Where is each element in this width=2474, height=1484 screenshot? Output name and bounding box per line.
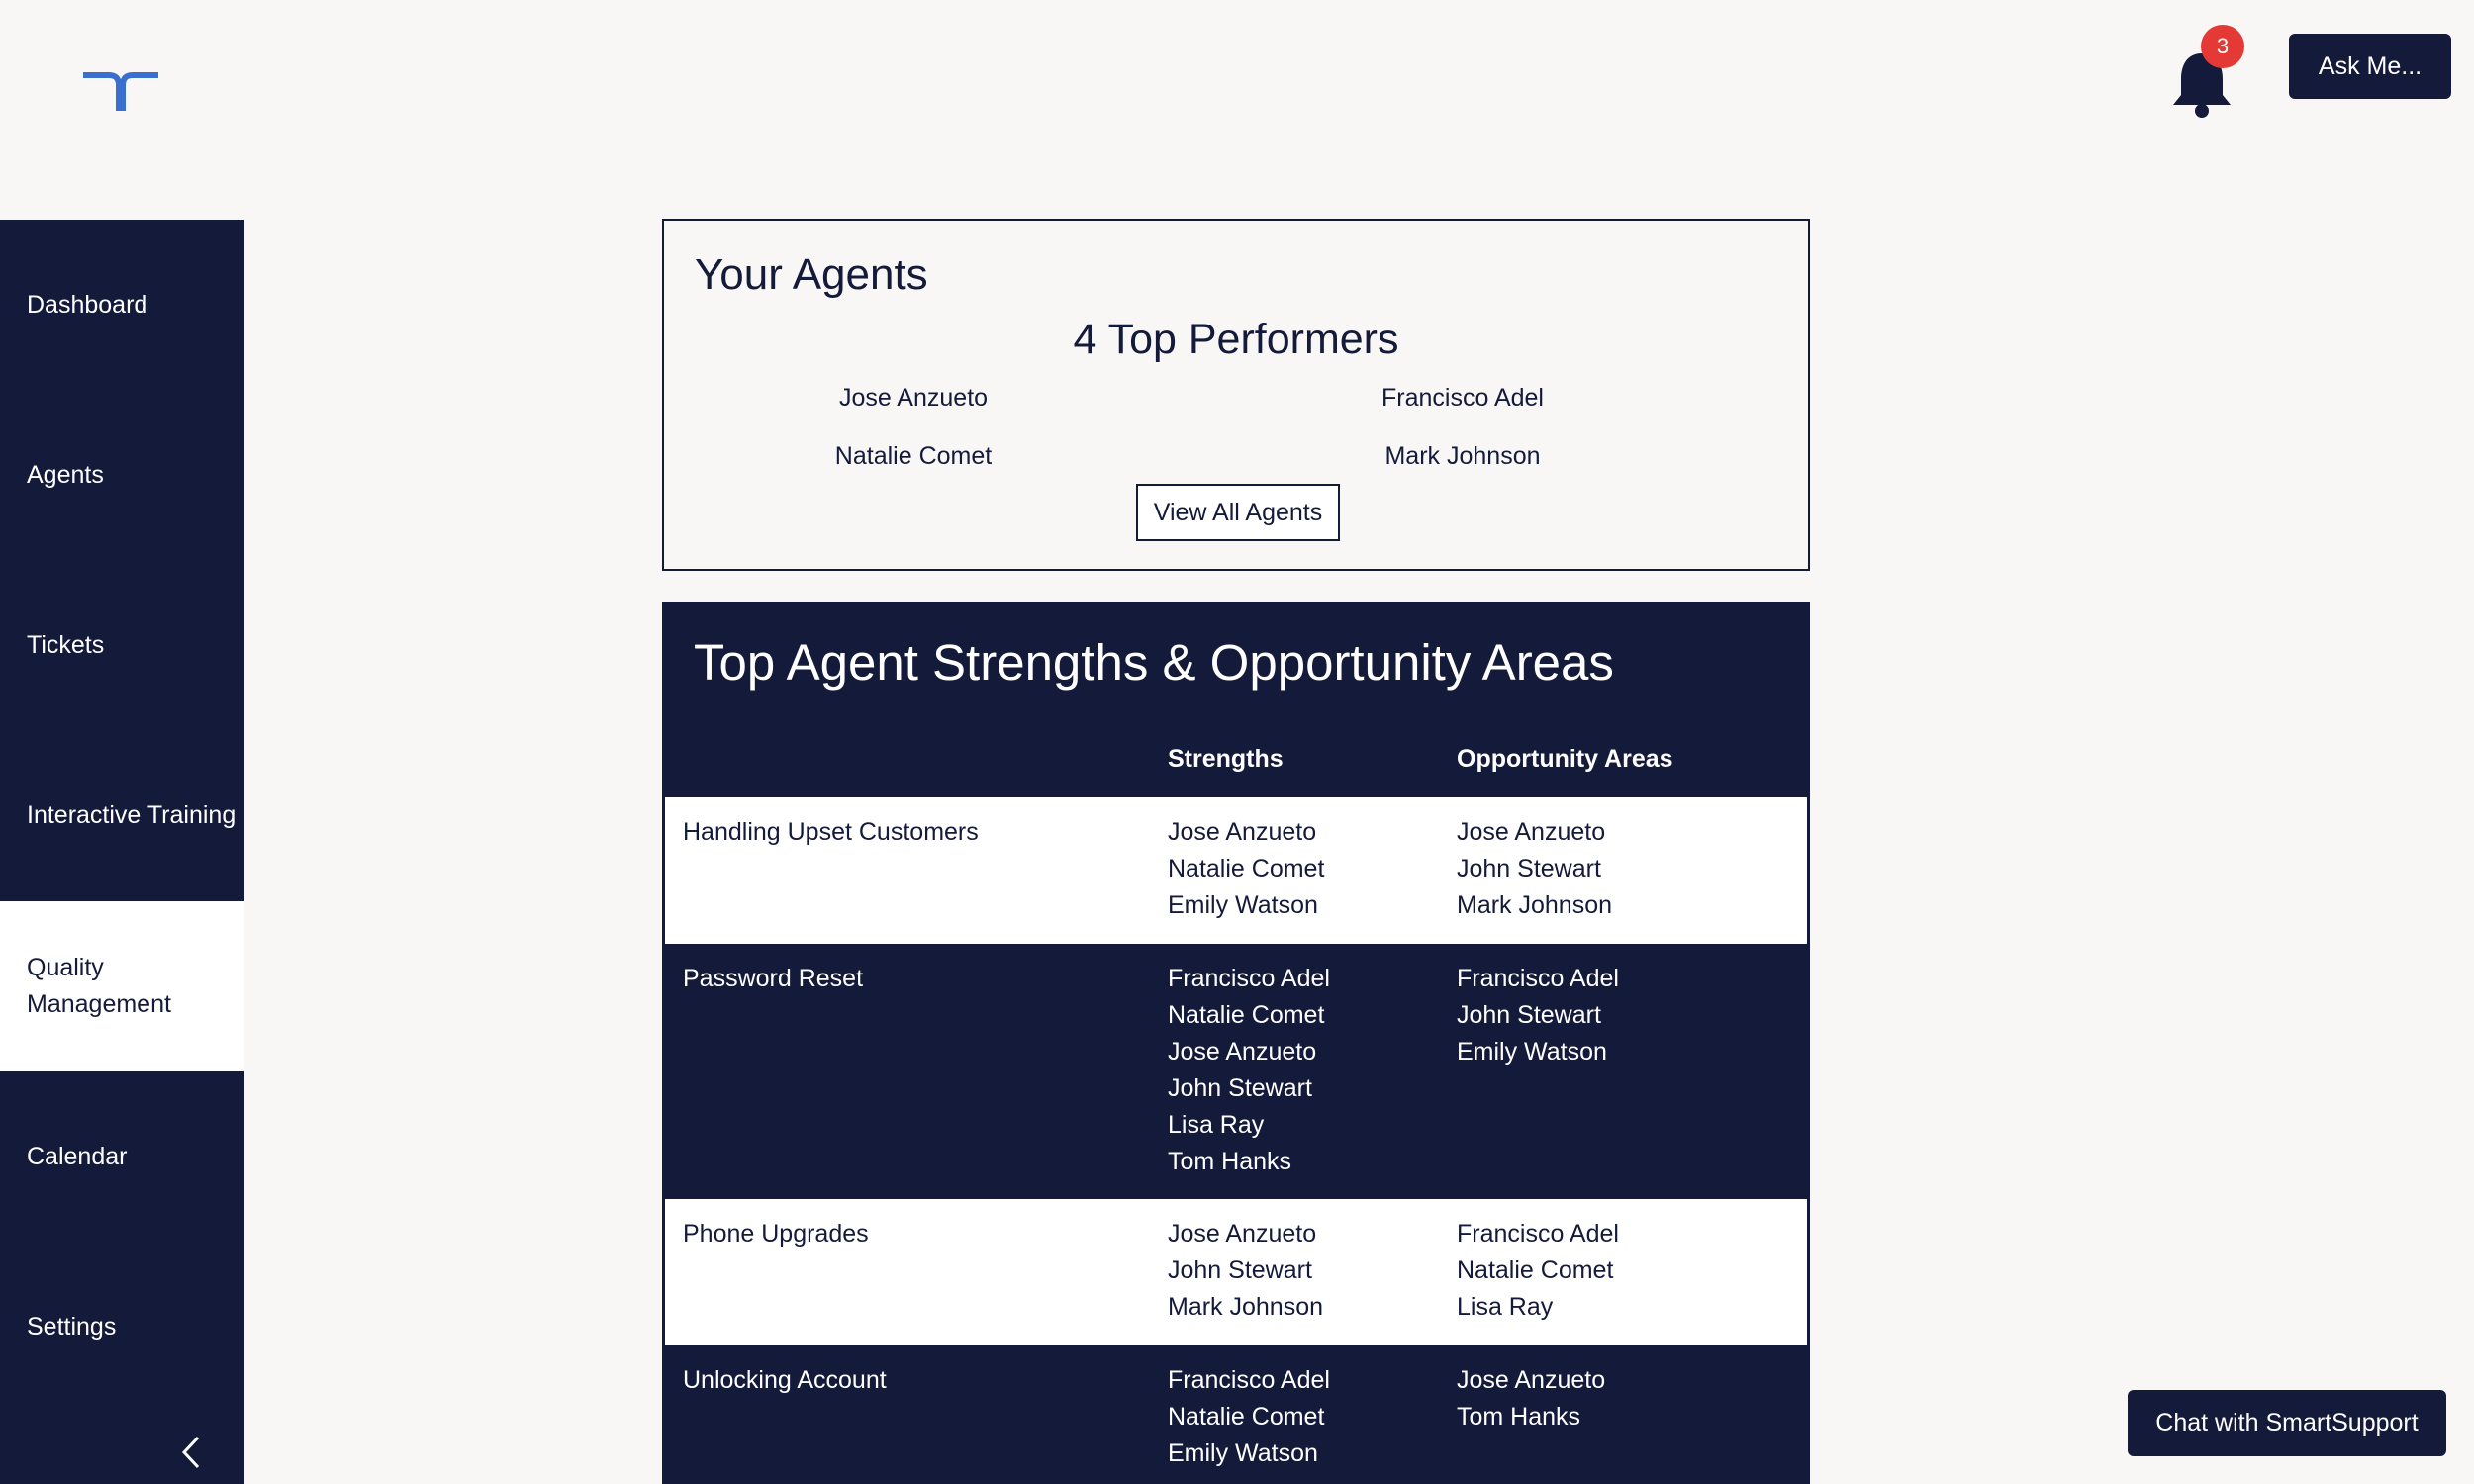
opportunity-cell [1457, 814, 1612, 924]
notification-badge: 3 [2201, 25, 2244, 68]
top-performers-heading: 4 Top Performers [1073, 316, 1399, 363]
chevron-left-icon[interactable] [176, 1435, 206, 1470]
sidebar [0, 220, 244, 1484]
agent-name: Natalie Comet [1168, 855, 1325, 882]
agent-name: Natalie Comet [1168, 1001, 1325, 1029]
strengths-panel-title: Top Agent Strengths & Opportunity Areas [694, 634, 1614, 691]
opportunity-cell [1457, 1362, 1605, 1436]
chat-smartsupport-button[interactable]: Chat with SmartSupport [2128, 1390, 2446, 1456]
opportunity-cell [1457, 961, 1619, 1070]
agent-name: Francisco Adel [1168, 1366, 1330, 1394]
agent-name: John Stewart [1168, 1074, 1312, 1102]
agent-name[interactable]: Mark Johnson [1384, 442, 1541, 470]
agent-name: Mark Johnson [1457, 891, 1613, 919]
opportunity-cell [1457, 1216, 1619, 1326]
agent-name: Jose Anzueto [1457, 818, 1606, 846]
agent-name: Mark Johnson [1168, 1293, 1324, 1321]
agent-name: Natalie Comet [1457, 1256, 1614, 1284]
sidebar-item-agents[interactable]: Agents [27, 460, 104, 489]
agents-card [662, 219, 1810, 571]
table-row[interactable] [665, 797, 1807, 944]
agent-name: Jose Anzueto [1457, 1366, 1606, 1394]
sidebar-item-tickets[interactable]: Tickets [27, 630, 105, 659]
strengths-cell [1168, 961, 1330, 1180]
topic-cell: Handling Upset Customers [683, 818, 979, 846]
strengths-column-header: Strengths [1168, 745, 1284, 773]
agent-name: Francisco Adel [1457, 965, 1619, 992]
sidebar-item-calendar[interactable]: Calendar [27, 1142, 128, 1170]
topic-cell: Password Reset [683, 965, 864, 992]
table-row[interactable] [665, 1345, 1807, 1484]
sidebar-item-dashboard[interactable]: Dashboard [27, 290, 148, 319]
strengths-cell [1168, 1216, 1323, 1326]
agent-name: Emily Watson [1457, 1038, 1607, 1066]
agent-name: Emily Watson [1168, 1439, 1318, 1467]
strengths-cell [1168, 1362, 1330, 1472]
agent-name[interactable]: Francisco Adel [1381, 384, 1544, 412]
ask-me-button[interactable]: Ask Me... [2289, 34, 2451, 99]
agent-name: John Stewart [1457, 1001, 1601, 1029]
agents-card-title: Your Agents [695, 250, 928, 299]
agent-name: Francisco Adel [1168, 965, 1330, 992]
agent-name: John Stewart [1168, 1256, 1312, 1284]
opportunity-column-header: Opportunity Areas [1457, 745, 1673, 773]
strengths-panel [662, 602, 1810, 1484]
agent-name: Jose Anzueto [1168, 1038, 1317, 1066]
agent-name: Natalie Comet [1168, 1403, 1325, 1431]
topic-cell: Unlocking Account [683, 1366, 887, 1394]
table-row[interactable] [665, 1199, 1807, 1345]
agent-name[interactable]: Jose Anzueto [838, 384, 989, 412]
agent-name: Tom Hanks [1168, 1148, 1292, 1175]
sidebar-item-settings[interactable]: Settings [27, 1312, 117, 1341]
sidebar-item-quality-management[interactable]: Quality Management [0, 901, 244, 1071]
view-all-agents-button[interactable]: View All Agents [1136, 484, 1340, 541]
agent-name: Francisco Adel [1457, 1220, 1619, 1248]
agent-name: John Stewart [1457, 855, 1601, 882]
agent-name: Jose Anzueto [1168, 1220, 1317, 1248]
sidebar-item-interactive-training[interactable]: Interactive Training [27, 800, 237, 829]
brand-logo-icon[interactable] [81, 69, 160, 114]
topic-cell: Phone Upgrades [683, 1220, 869, 1248]
agent-name: Jose Anzueto [1168, 818, 1317, 846]
agent-name: Lisa Ray [1457, 1293, 1554, 1321]
agent-name[interactable]: Natalie Comet [834, 442, 993, 470]
strengths-cell [1168, 814, 1324, 924]
agent-name: Emily Watson [1168, 891, 1318, 919]
agent-name: Lisa Ray [1168, 1111, 1265, 1139]
agent-name: Tom Hanks [1457, 1403, 1581, 1431]
table-row[interactable] [665, 944, 1807, 1198]
